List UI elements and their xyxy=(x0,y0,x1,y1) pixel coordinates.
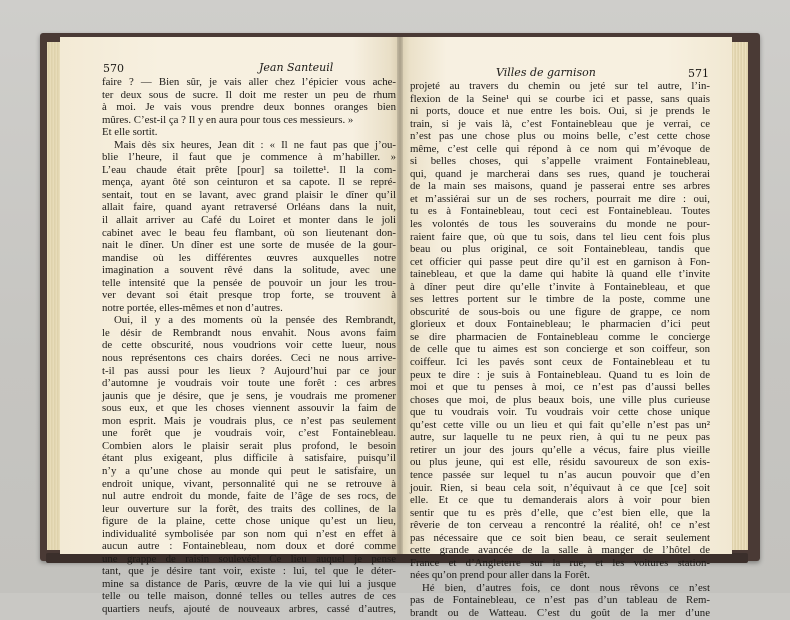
left-page-text xyxy=(102,76,396,616)
text-line: coiffeur. Ici les pavés sont ceux de Fontainebleau et tu xyxy=(410,356,710,369)
text-line: cette grande avancée de la salle à manger de l’hôtel de xyxy=(410,544,710,557)
book-gutter xyxy=(397,37,403,554)
text-line: ver devant soi était presque trop forte, se trouvent à xyxy=(102,289,396,302)
text-line: tant, que je désire tant voir, existe : lui, tel que le déter- xyxy=(102,565,396,578)
text-line: faire ? — Bien sûr, je vais aller chez l’épicier vous ache- xyxy=(102,76,396,88)
text-line: nait le dîner. Un dîner est une sorte de musée de la gour- xyxy=(102,239,396,252)
text-line: pas de Fontainebleau, ce n’est pas d’un tableau de Rem- xyxy=(410,594,710,607)
text-line: pas nécessaire que ce soit bien beau, ce serait seulement xyxy=(410,531,710,544)
text-line: France et d’Angleterre sur la rue, et les voitures station- xyxy=(410,556,710,569)
text-line: de celle que tu aimes est son concierge et son coiffeur, son xyxy=(410,343,710,356)
text-line: Hé bien, d’autres fois, ce dont nous rêvons ce n’est xyxy=(422,581,710,594)
text-line: figure de la plaine, cette chose unique qu’est un lieu, xyxy=(102,515,396,528)
text-line: à dîner peut dire qu’elle t’invite à Fontainebleau, et que xyxy=(410,280,710,293)
text-line: étant plus exigeant, plus difficile à satisfaire, puisqu’il xyxy=(102,452,396,465)
text-line: telle ou telle maison, donné telles ou telles autres de ces xyxy=(102,590,396,603)
text-line: autre, sur laquelle tu ne peux rien, à qui tu ne peux pas xyxy=(410,431,710,444)
text-line: qui, quand je marcherai dans ses rues, quand je toucherai xyxy=(410,167,710,180)
text-line: de cette obscurité, nous voudrions voir cette lueur, nous xyxy=(102,339,396,352)
text-line: imagination a souvent rêvé dans la solitude, avec une xyxy=(102,264,396,277)
text-line: sentir que tu es près d’elle, que c’est bien elle, que la xyxy=(410,506,710,519)
text-line: telle intensité que la pensée de pouvoir un jour les trou- xyxy=(102,276,396,289)
text-line: mandise où les différentes œuvres auxquelles notre xyxy=(102,251,396,264)
left-page-number: 570 xyxy=(103,62,124,75)
text-line: jouir. Rien, si beau cela soit, n’équivaut à ce que [ce] soit xyxy=(410,481,710,494)
text-line: n’est pas une chose plus ou moins belle, c’est cette chose xyxy=(410,130,710,143)
text-line: tainebleau, et que la dame qui habite là quand elle t’invite xyxy=(410,268,710,281)
text-line: elle. Et ce que tu demanderais alors à voir pour bien xyxy=(410,494,710,507)
text-line: tu es à Fontainebleau, tout ceci est Fontainebleau. Toutes xyxy=(410,205,710,218)
text-line: nous représentons ces chairs dorées. Ceci ne nous arrive- xyxy=(102,352,396,365)
text-line: une grappe de raisin soulevée! Ce lieu auquel je pense xyxy=(102,552,396,565)
text-line: ses lettres portent sur le timbre de la poste, comme une xyxy=(410,293,710,306)
text-line: que tu voudrais voir. Tu voudrais voir cette chose unique xyxy=(410,406,710,419)
text-line: qu’est cette ville ou un lieu et qui fait qu’elle n’est pas un² xyxy=(410,418,710,431)
text-line: projeté au travers du chemin ou jeté sur tel autre, l’in- xyxy=(410,80,710,92)
text-line: allait faire, quand ayant retraversé Orléans dans la nuit, xyxy=(102,201,396,214)
text-line: Combien alors le plaisir serait plus profond, le besoin xyxy=(102,439,396,452)
text-line: mon esprit. Mais je voudrais plus, ce n’est pas seulement xyxy=(102,414,396,427)
text-line: sous eux, et que les choses viennent assouvir la faim de xyxy=(102,402,396,415)
text-line: ni ports, douce et nue entre les bois. Oui, si je prends le xyxy=(410,105,710,118)
text-line: mença, ayant ôté son ceinturon et sa capote. Il se repré- xyxy=(102,176,396,189)
text-line: notre portée, elles-mêmes et non d’autres. xyxy=(102,301,283,314)
text-line: à moi. Je vais vous prendre deux bonnes oranges bien xyxy=(102,101,396,114)
text-line: ter deux sous de sucre. Il doit me rester un peu de rhum xyxy=(102,88,396,101)
right-page-text xyxy=(410,80,710,620)
text-line: Oui, il y a des moments où la pensée des Rembrandt, xyxy=(114,314,396,327)
text-line: Mais dès six heures, Jean dit : « Il ne faut pas que j’ou- xyxy=(114,138,396,151)
text-line: blie l’heure, il faut que je commence à m’habiller. » xyxy=(102,151,396,164)
text-line: se dire pharmacien de Fontainebleau comme le concierge xyxy=(410,330,710,343)
text-line: sentait, tout en se lavant, avec grand plaisir le dîner qu’il xyxy=(102,188,396,201)
text-line: L’eau chaude était prête [pour] sa toilette¹. Il la com- xyxy=(102,163,396,176)
text-line: quartiers neufs, ajouté de nouveaux arbres, cassé d’autres, xyxy=(102,602,396,615)
text-line: choses que moi, de plus beaux bois, une ville plus curieuse xyxy=(410,393,710,406)
text-line: si belles choses, qui s’appelle vraiment Fontainebleau, xyxy=(410,155,710,168)
text-line: les volontés de tous les souverains du monde ne pour- xyxy=(410,218,710,231)
text-line: jaunis que je désire, que je sens, je voudrais me promener xyxy=(102,389,396,402)
text-line: obscurité de sous-bois ou une figure de grappe, ce nom xyxy=(410,305,710,318)
text-line: endroit unique, vivant, personnalité qui ne se retrouve à xyxy=(102,477,396,490)
text-line: nul autre endroit du monde, faite de l’âge de ses rocs, de xyxy=(102,490,396,503)
text-line: retirer un jour des jours qu’elle a vécus, faire plus vieille xyxy=(410,443,710,456)
text-line: une forêt que je voudrais voir, c’est Fontainebleau. xyxy=(102,427,396,440)
right-running-head: Villes de garnison xyxy=(496,66,596,79)
text-line: raient faire que, où que tu sois, dans tel lieu cent fois plus xyxy=(410,230,710,243)
text-line: leur ouverture sur la forêt, des traits des collines, de la xyxy=(102,502,396,515)
text-line: cabinet avec le beau feu flambant, où son lieutenant don- xyxy=(102,226,396,239)
text-line: moi et que tu penses à moi, ce n’est pas d’aussi belles xyxy=(410,381,710,394)
text-line: de la main ses maisons, quand je passerai entre ses arbres xyxy=(410,180,710,193)
text-line: glorieux et doux Fontainebleau; le pharmacien d’ici peut xyxy=(410,318,710,331)
text-line: et m’assiérai sur un de ses rochers, pourrait me dire : oui, xyxy=(410,192,710,205)
text-line: mûres. C’est-il ça ? Il y en aura pour tous ces messieurs. » xyxy=(102,113,354,126)
text-line: cet officier qui passe peut dire qu’il est en garnison à Fon- xyxy=(410,255,710,268)
text-line: aucun autre : Fontainebleau, nom doux et doré comme xyxy=(102,540,396,553)
text-line: nées qu’on prend pour aller dans la Forêt. xyxy=(410,569,590,582)
text-line: flexion de la Seine¹ qui se courbe ici et passe, sans quais xyxy=(410,92,710,105)
text-line: peux te dire : je suis à Fontainebleau. Quand tu es loin de xyxy=(410,368,710,381)
text-line: il allait arriver au Café du Loiret et monter dans le joli xyxy=(102,214,396,227)
text-line: t-il pas aussi pour les lieux ? Aujourd’hui par ce jour xyxy=(102,364,396,377)
left-running-head: Jean Santeuil xyxy=(259,61,334,74)
text-line: n’y a qu’une chose au monde qui peut le satisfaire, un xyxy=(102,464,396,477)
text-line: beau ou plus original, ce soit Fontainebleau, tandis que xyxy=(410,243,710,256)
text-line: train, si je vais là, c’est Fontainebleau que je verrai, ce xyxy=(410,117,710,130)
text-line: le désir de Rembrandt nous envahit. Nous avons faim xyxy=(102,326,396,339)
text-line: brandt ou de Watteau. C’est du goût de la mer d’une xyxy=(410,606,710,619)
text-line: rêverie de ton cerveau a rencontré la réalité, oh! ce n’est xyxy=(410,519,710,532)
text-line: tence passée sur lequel tu n’as aucun pouvoir que d’en xyxy=(410,468,710,481)
text-line: mine sa distance de Paris, œuvre de la vie qui lui a jusque xyxy=(102,577,396,590)
text-line: Et elle sortit. xyxy=(102,126,158,139)
right-page-number: 571 xyxy=(688,67,709,80)
text-line: ou plus jeune, qui est elle, résidu savoureux de son exis- xyxy=(410,456,710,469)
text-line: même, c’est celle qui répond à ce nom qui m’évoque de xyxy=(410,142,710,155)
text-line: individualité symbolisée par son nom qui n’est en effet à xyxy=(102,527,396,540)
text-line: d’automne je voudrais voir toute une forêt : ces arbres xyxy=(102,377,396,390)
